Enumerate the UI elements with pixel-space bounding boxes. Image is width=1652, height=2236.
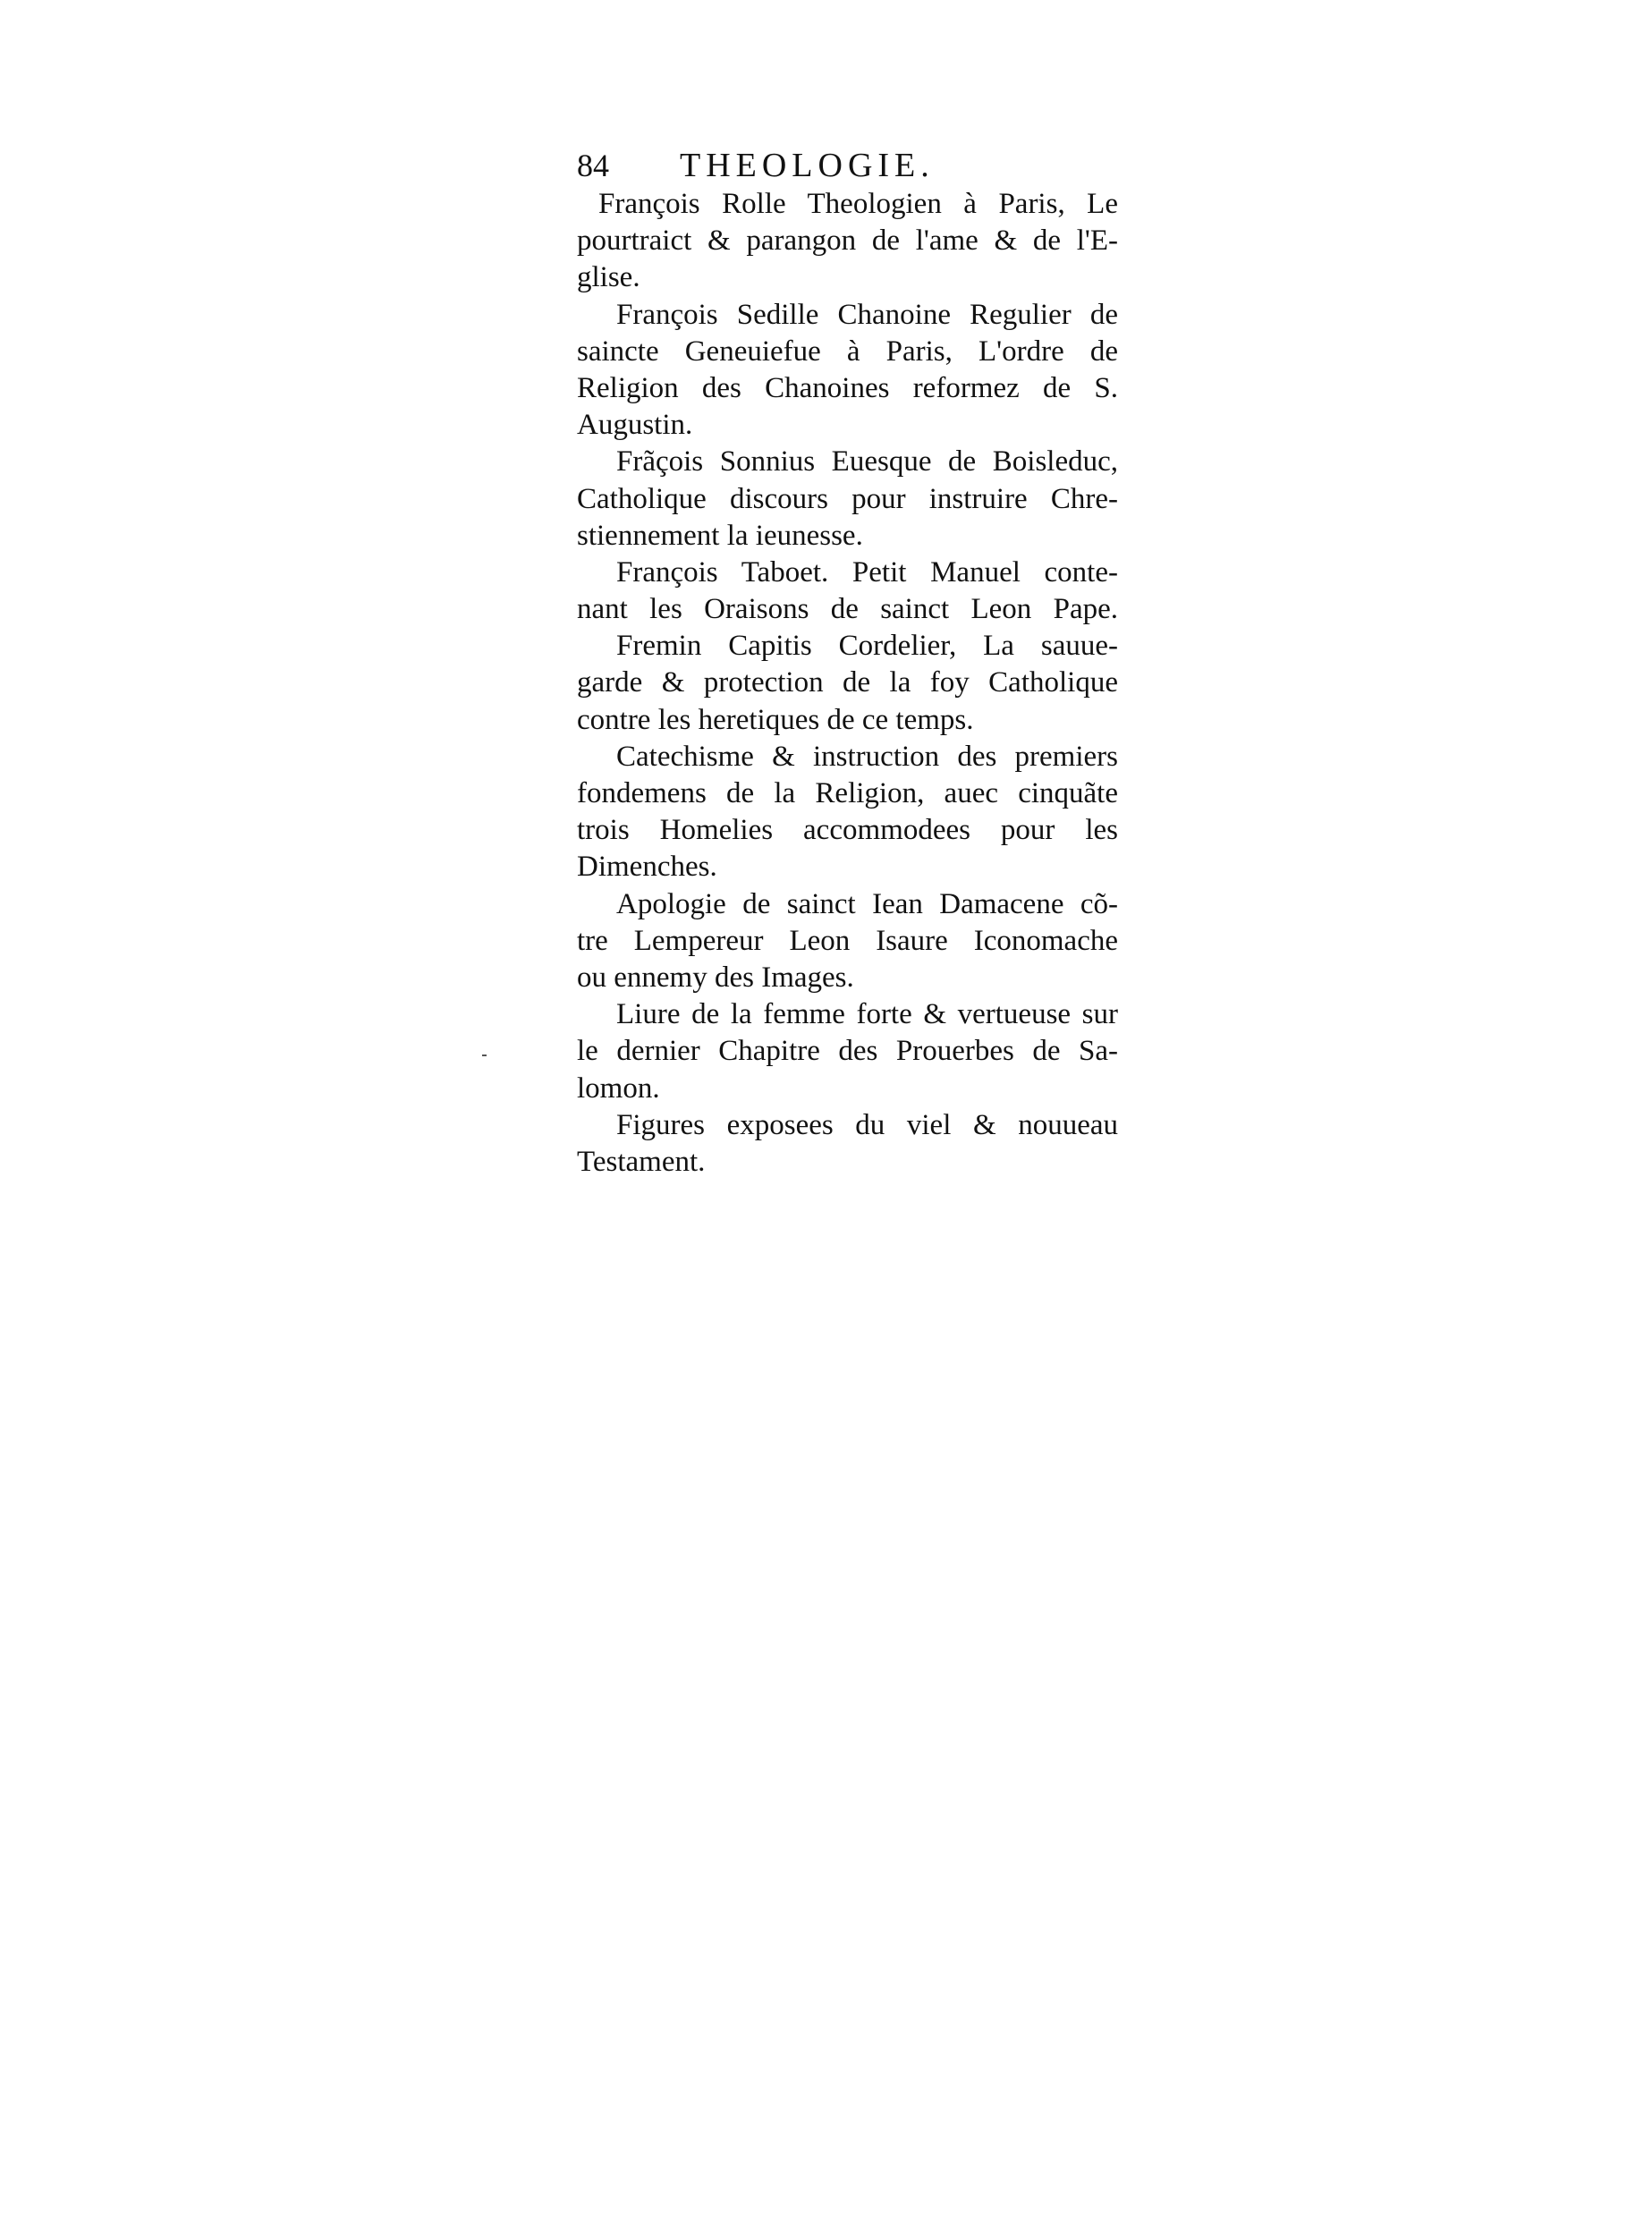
text-line: Augustin. xyxy=(577,409,693,442)
text-line: nant les Oraisons de sainct Leon Pape. xyxy=(577,593,1118,626)
text-line: saincte Geneuiefue à Paris, L'ordre de xyxy=(577,335,1118,368)
text-line: stiennement la ieunesse. xyxy=(577,519,863,552)
text-line: Dimenches. xyxy=(577,851,717,884)
text-line: Catechisme & instruction des premiers xyxy=(616,740,1118,773)
text-line: Catholique discours pour instruire Chre- xyxy=(577,482,1118,515)
text-line: contre les heretiques de ce temps. xyxy=(577,703,974,736)
ink-speck xyxy=(482,1054,487,1056)
text-line: Fremin Capitis Cordelier, La sauue- xyxy=(616,630,1118,663)
text-line: glise. xyxy=(577,261,640,294)
page-number: 84 xyxy=(577,148,609,183)
text-line: François Taboet. Petit Manuel conte- xyxy=(616,555,1118,589)
text-line: Figures exposees du viel & nouueau xyxy=(616,1108,1118,1141)
text-line: fondemens de la Religion, auec cinquãte xyxy=(577,777,1118,809)
text-block xyxy=(577,145,1118,1181)
text-line: trois Homelies accommodees pour les xyxy=(577,814,1118,847)
text-line: ou ennemy des Images. xyxy=(577,961,854,994)
text-line: Frãçois Sonnius Euesque de Boisleduc, xyxy=(616,445,1118,479)
running-title: THEOLOGIE. xyxy=(680,147,935,184)
text-line: lomon. xyxy=(577,1071,660,1105)
text-line: François Sedille Chanoine Regulier de xyxy=(616,298,1118,331)
text-line: Liure de la femme forte & vertueuse sur xyxy=(616,998,1118,1031)
text-line: Testament. xyxy=(577,1145,706,1178)
page-header xyxy=(577,145,1118,186)
text-line: Religion des Chanoines reformez de S. xyxy=(577,371,1118,404)
text-line: le dernier Chapitre des Prouerbes de Sa- xyxy=(577,1035,1118,1068)
text-line: pourtraict & parangon de l'ame & de l'E- xyxy=(577,224,1118,258)
text-line: Apologie de sainct Iean Damacene cõ- xyxy=(616,887,1118,920)
text-line: garde & protection de la foy Catholique xyxy=(577,666,1118,699)
text-line: tre Lempereur Leon Isaure Iconomache xyxy=(577,924,1118,957)
text-line: François Rolle Theologien à Paris, Le xyxy=(598,188,1118,220)
